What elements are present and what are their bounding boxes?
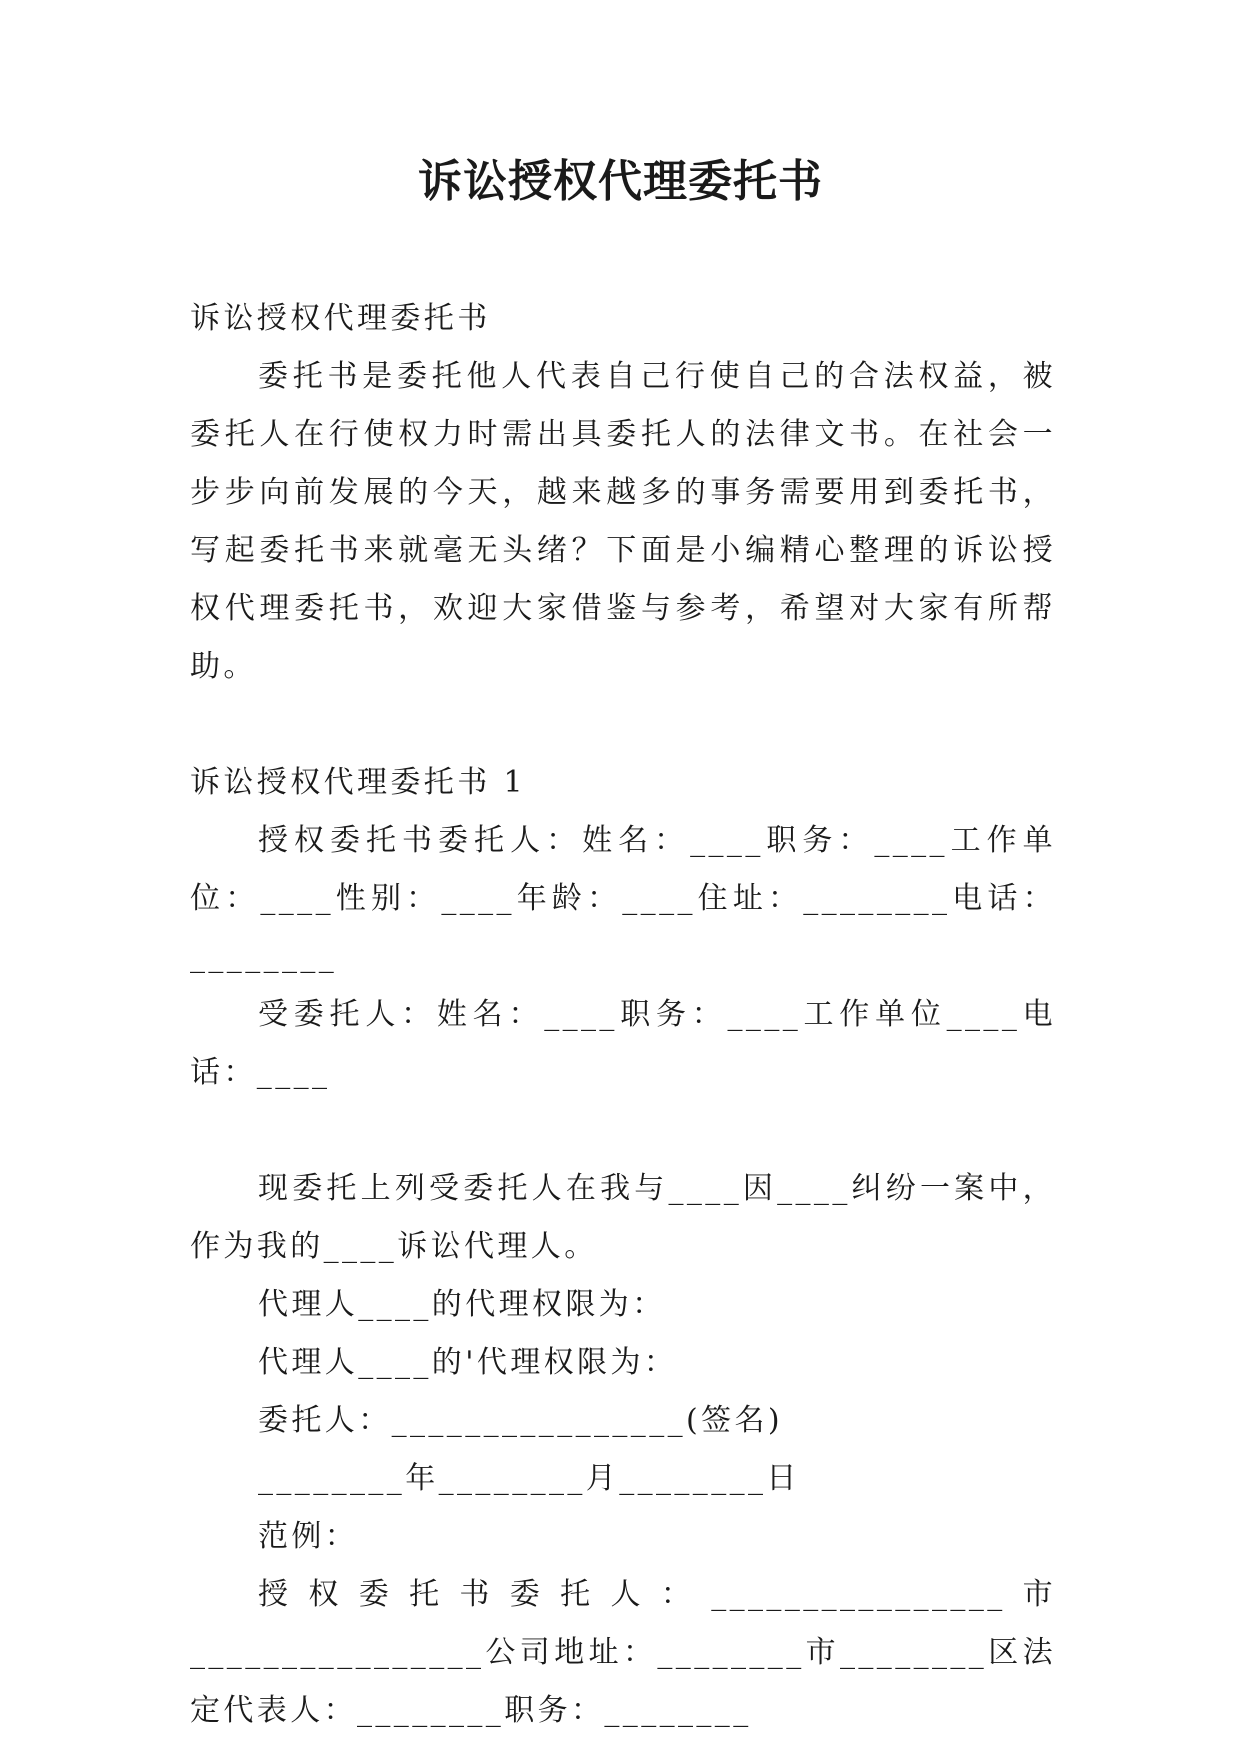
section-heading: 诉讼授权代理委托书 (190, 301, 491, 336)
document-body (190, 290, 1056, 1740)
principal-info-paragraph: 授权委托书委托人：姓名：____职务：____工作单位：____性别：____年龄：____住址：________电话：________ (190, 823, 1056, 974)
example-heading: 范例： (258, 1519, 359, 1554)
principal-signature-line: 委托人：________________(签名) (258, 1403, 784, 1438)
date-line: ________年________月________日 (258, 1461, 800, 1496)
intro-paragraph: 委托书是委托他人代表自己行使自己的合法权益，被委托人在行使权力时需出具委托人的法律文书。在社会一步步向前发展的今天，越来越多的事务需要用到委托书，写起委托书来就毫无头绪？下面是小编精心整理的诉讼授权代理委托书，欢迎大家借鉴与参考，希望对大家有所帮助。 (190, 359, 1056, 684)
agent-info-paragraph: 受委托人：姓名：____职务：____工作单位____电话：____ (190, 997, 1056, 1090)
example-paragraph: 授权委托书委托人：________________市________________公司地址：________市________区法定代表人：________职务：________ (190, 1577, 1056, 1728)
agent-authority-line: 代理人____的代理权限为： (258, 1287, 666, 1322)
document-title: 诉讼授权代理委托书 (418, 156, 823, 207)
entrustment-paragraph: 现委托上列受委托人在我与____因____纠纷一案中，作为我的____诉讼代理人。 (190, 1171, 1056, 1264)
section-heading: 诉讼授权代理委托书 1 (190, 765, 527, 800)
agent-authority-line: 代理人____的'代理权限为： (258, 1345, 678, 1380)
